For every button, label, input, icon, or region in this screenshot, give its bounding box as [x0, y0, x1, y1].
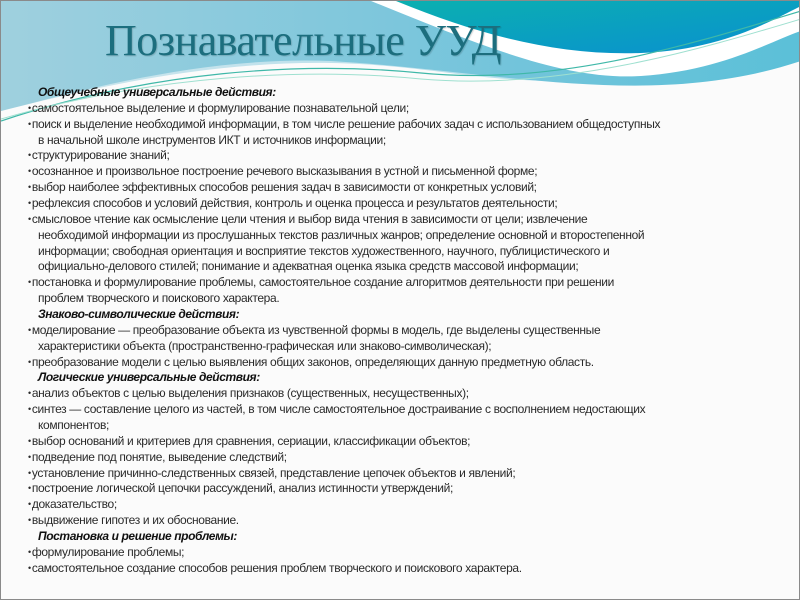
bullet-item-continuation: компонентов;	[38, 418, 109, 433]
bullet-item-continuation: в начальной школе инструментов ИКТ и источников информации;	[38, 132, 386, 147]
bullet-item: • доказательство;	[28, 497, 788, 513]
bullet-item: • подведение под понятие, выведение следствий;	[28, 450, 788, 466]
bullet-item: • построение логической цепочки рассуждений, анализ истинности утверждений;	[28, 481, 788, 497]
bullet-item-continuation: характеристики объекта (пространственно-графическая или знаково-символическая);	[38, 338, 492, 353]
slide-title: Познавательные УУД	[105, 16, 502, 65]
bullet-item: • самостоятельное создание способов решения проблем творческого и поискового характера.	[28, 561, 788, 577]
bullet-item: • выдвижение гипотез и их обоснование.	[28, 513, 788, 529]
bullet-item: • рефлексия способов и условий действия, контроль и оценка процесса и результатов деятельности;	[28, 196, 788, 212]
bullet-item: • анализ объектов с целью выделения признаков (существенных, несущественных);	[28, 386, 788, 402]
bullet-item: • моделирование — преобразование объекта из чувственной формы в модель, где выделены существенные	[28, 323, 788, 339]
bullet-item: • выбор оснований и критериев для сравнения, сериации, классификации объектов;	[28, 434, 788, 450]
bullet-item-continuation: необходимой информации из прослушанных текстов различных жанров; определение основной и второстепенной	[38, 227, 645, 242]
bullet-item: • установление причинно-следственных связей, представление цепочек объектов и явлений;	[28, 466, 788, 482]
bullet-item: • постановка и формулирование проблемы, самостоятельное создание алгоритмов деятельности при решении	[28, 275, 788, 291]
bullet-item: • поиск и выделение необходимой информации, в том числе решение рабочих задач с использованием общедоступных	[28, 117, 788, 133]
section-heading: Постановка и решение проблемы:	[38, 529, 238, 544]
section-heading: Общеучебные универсальные действия:	[38, 85, 276, 99]
section-heading: Знаково-символические действия:	[38, 307, 240, 322]
bullet-item: • синтез — составление целого из частей, в том числе самостоятельное достраивание с восполнением недостающих	[28, 402, 788, 418]
bullet-item: • осознанное и произвольное построение речевого высказывания в устной и письменной форме;	[28, 164, 788, 180]
bullet-item: • формулирование проблемы;	[28, 545, 788, 561]
bullet-item-continuation: информации; свободная ориентация и восприятие текстов художественного, научного, публицистического и	[38, 243, 610, 258]
section-heading: Логические универсальные действия:	[38, 370, 260, 385]
bullet-item: • структурирование знаний;	[28, 148, 788, 164]
bullet-item: • смысловое чтение как осмысление цели чтения и выбор вида чтения в зависимости от цели; извлечение	[28, 212, 788, 228]
bullet-item: • выбор наиболее эффективных способов решения задач в зависимости от конкретных условий;	[28, 180, 788, 196]
slide-body	[28, 85, 788, 577]
bullet-item-continuation: проблем творческого и поискового характера.	[38, 291, 280, 306]
bullet-item: • самостоятельное выделение и формулирование познавательной цели;	[28, 101, 788, 117]
bullet-item: • преобразование модели с целью выявления общих законов, определяющих данную предметную область.	[28, 355, 788, 371]
bullet-item-continuation: официально-делового стилей; понимание и адекватная оценка языка средств массовой информации;	[38, 259, 579, 274]
